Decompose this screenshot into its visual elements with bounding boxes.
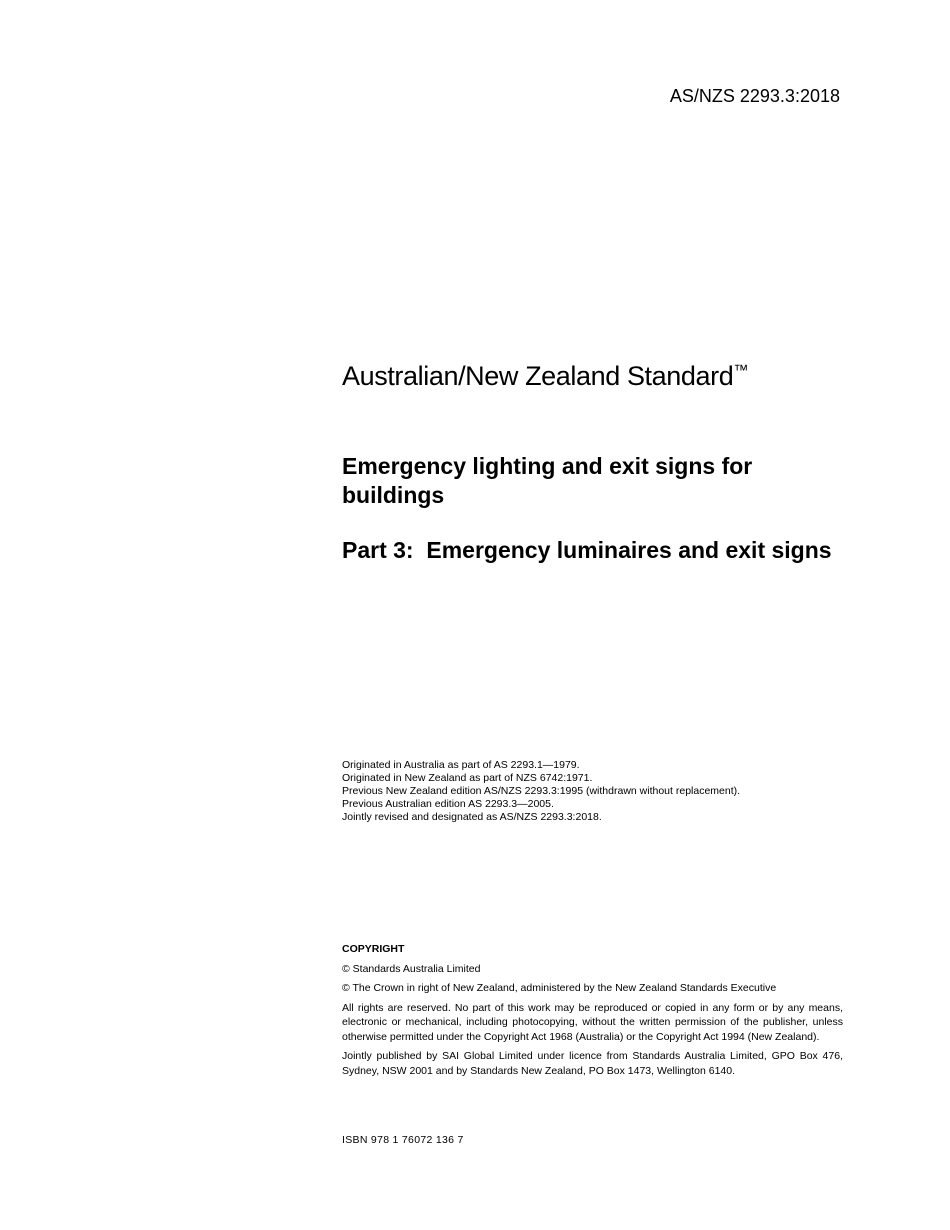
history-line: Previous Australian edition AS 2293.3—2005. [342,798,554,810]
part-title: Part 3: Emergency luminaires and exit signs [342,537,832,563]
isbn: ISBN 978 1 76072 136 7 [342,1134,464,1146]
standard-type-text: Australian/New Zealand Standard [342,361,734,391]
copyright-heading: COPYRIGHT [342,943,405,955]
history-line: Originated in New Zealand as part of NZS 6742:1971. [342,772,593,784]
copyright-owner-au: © Standards Australia Limited [342,962,481,975]
standard-type-heading [342,360,843,392]
history-line: Previous New Zealand edition AS/NZS 2293.3:1995 (withdrawn without replacement). [342,785,741,797]
document-code: AS/NZS 2293.3:2018 [669,86,840,106]
copyright-block [342,942,843,1083]
publication-history [342,759,843,824]
trademark-symbol: ™ [733,362,748,379]
history-line: Jointly revised and designated as AS/NZS 2293.3:2018. [342,811,602,823]
copyright-publisher-paragraph: Jointly published by SAI Global Limited under licence from Standards Australia Limited, GPO Box 476, Sydney, NSW 2001 and by Standards New Zealand, PO Box 1473, Wellington 6140. [342,1050,843,1077]
main-title: Emergency lighting and exit signs for buildings [342,453,753,508]
history-line: Originated in Australia as part of AS 2293.1—1979. [342,759,580,771]
copyright-owner-nz: © The Crown in right of New Zealand, administered by the New Zealand Standards Executive [342,982,777,994]
copyright-rights-paragraph: All rights are reserved. No part of this work may be reproduced or copied in any form or by any means, electronic or mechanical, including photocopying, without the written permission of the publisher, unless otherwise permitted under the Copyright Act 1968 (Australia) or the Copyright Act 1994 (New Zealand). [342,1001,843,1043]
